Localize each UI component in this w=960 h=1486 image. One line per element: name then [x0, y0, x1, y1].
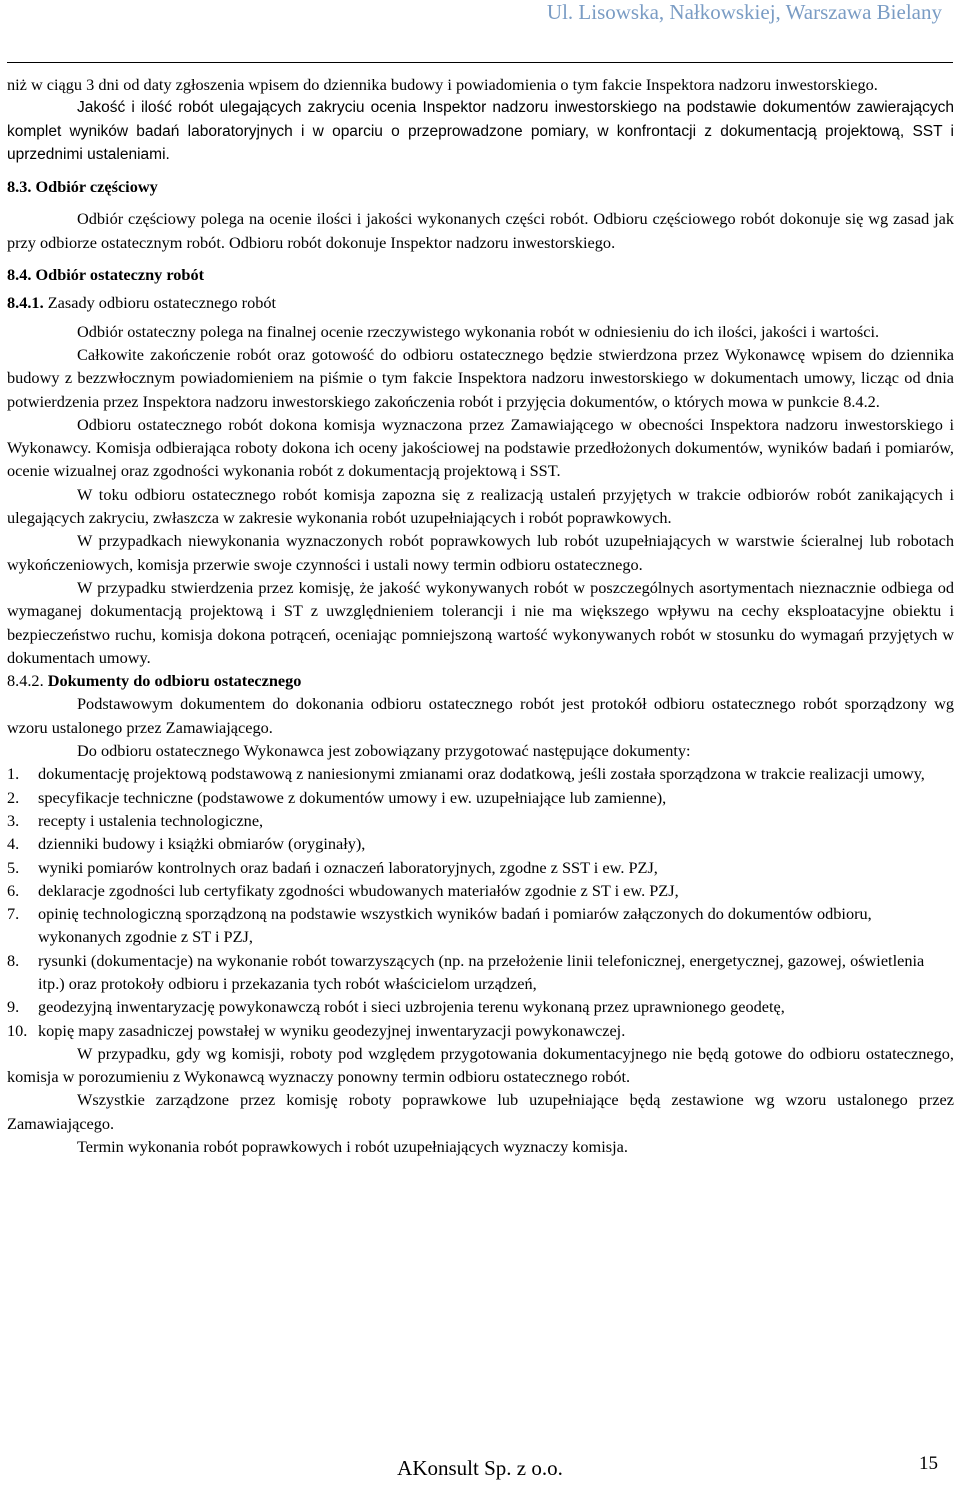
list-item: [7, 902, 954, 949]
page-number: 15: [919, 1453, 938, 1474]
list-item-text: geodezyjną inwentaryzację powykonawczą robót i sieci uzbrojenia terenu wykonaną przez uprawnionego geodetę,: [38, 997, 785, 1017]
list-item-number: 6.: [7, 880, 20, 900]
list-item-number: 2.: [7, 787, 20, 807]
heading-8-3: 8.3. Odbiór częściowy: [7, 177, 158, 197]
list-item-text: deklaracje zgodności lub certyfikaty zgodności wbudowanych materiałów zgodnie z ST i ew. PZJ,: [38, 880, 679, 900]
paragraph-partial-acceptance: Odbiór częściowy polega na ocenie ilości i jakości wykonanych części robót. Odbioru częściowego robót dokonuje się wg zasad jak przy odbiorze ostatecznym robót. Odbioru robót dokonuje Inspektor nadzoru inwestorskiego.: [7, 209, 954, 252]
list-item-text: dokumentację projektową podstawową z naniesionymi zmianami oraz dodatkową, jeśli została sporządzona w trakcie realizacji umowy,: [38, 764, 925, 784]
paragraph-closing-2: Wszystkie zarządzone przez komisję roboty poprawkowe lub uzupełniające będą zestawione wg wzoru ustalonego przez Zamawiającego.: [7, 1090, 954, 1133]
list-item-number: 4.: [7, 834, 20, 854]
paragraph-final-acceptance-5: W przypadkach niewykonania wyznaczonych robót poprawkowych lub robót uzupełniających w warstwie ścieralnej lub robotach wykończeniowych, komisja przerwie swoje czynności i ustali nowy termin odbioru ostatecznego.: [7, 531, 954, 574]
paragraph-quality-covered-works: Jakość i ilość robót ulegających zakryciu ocenia Inspektor nadzoru inwestorskiego na podstawie dokumentów zawierających komplet wyników badań laboratoryjnych i w oparciu o przeprowadzone pomiary, w konfrontacji z dokumentacją projektową, SST i uprzednimi ustaleniami.: [7, 99, 954, 163]
list-item-number: 9.: [7, 997, 20, 1017]
heading-8-4-1-title: Zasady odbioru ostatecznego robót: [47, 293, 277, 313]
heading-8-4-1: [7, 291, 954, 314]
heading-8-4-1-number: 8.4.1.: [7, 293, 44, 313]
paragraph-final-acceptance-2: Całkowite zakończenie robót oraz gotowość do odbioru ostatecznego będzie stwierdzona przez Wykonawcę wpisem do dziennika budowy z bezzwłocznym powiadomieniem na piśmie o tym fakcie Inspektora nadzoru inwestorskiego w dokumentach umowy, licząc od dnia potwierdzenia przez Inspektora nadzoru inwestorskiego zakończenia robót i przyjęcia dokumentów, o których mowa w punkcie 8.4.2.: [7, 344, 954, 411]
list-item-number: 1.: [7, 764, 20, 784]
paragraph-final-acceptance-1: Odbiór ostateczny polega na finalnej ocenie rzeczywistego wykonania robót w odniesieniu do ich ilości, jakości i wartości.: [77, 321, 880, 341]
list-item-text: wyniki pomiarów kontrolnych oraz badań i oznaczeń laboratoryjnych, zgodne z SST i ew. PZJ,: [38, 857, 658, 877]
list-item: [7, 1019, 954, 1042]
paragraph-closing-3: Termin wykonania robót poprawkowych i robót uzupełniających wyznaczy komisja.: [77, 1137, 628, 1157]
footer-company: AKonsult Sp. z o.o.: [397, 1456, 563, 1480]
continued-paragraph: niż w ciągu 3 dni od daty zgłoszenia wpisem do dziennika budowy i powiadomienia o tym fakcie Inspektora nadzoru inwestorskiego.: [7, 75, 878, 94]
document-body: [7, 73, 954, 1158]
list-item-number: 3.: [7, 810, 20, 830]
list-item: [7, 786, 954, 809]
documents-list: [7, 762, 954, 1042]
header-rule: [7, 62, 953, 63]
running-header: Ul. Lisowska, Nałkowskiej, Warszawa Bielany: [546, 0, 942, 24]
paragraph-documents-2: Do odbioru ostatecznego Wykonawca jest zobowiązany przygotować następujące dokumenty:: [77, 741, 691, 761]
paragraph-final-acceptance-3: Odbioru ostatecznego robót dokona komisja wyznaczona przez Zamawiającego w obecności Inspektora nadzoru inwestorskiego i Wykonawcy. Komisja odbierająca roboty dokona ich oceny jakościowej na podstawie przedłożonych dokumentów, wyników badań i pomiarów, ocenie wizualnej oraz zgodności wykonania robót z dokumentacją projektową i SST.: [7, 414, 954, 481]
list-item-text: opinię technologiczną sporządzoną na podstawie wszystkich wyników badań i pomiarów załączonych do dokumentów odbioru, wykonanych zgodnie z ST i PZJ,: [38, 904, 872, 947]
list-item-number: 5.: [7, 857, 20, 877]
paragraph-documents-1: Podstawowym dokumentem do dokonania odbioru ostatecznego robót jest protokół odbioru ostatecznego robót sporządzony wg wzoru ustalonego przez Zamawiającego.: [7, 694, 954, 737]
list-item: [7, 832, 954, 855]
list-item-number: 8.: [7, 950, 20, 970]
list-item-text: kopię mapy zasadniczej powstałej w wyniku geodezyjnej inwentaryzacji powykonawczej.: [38, 1020, 626, 1040]
heading-8-4-2: [7, 669, 954, 692]
heading-8-4-2-title: Dokumenty do odbioru ostatecznego: [47, 671, 302, 691]
list-item-text: rysunki (dokumentacje) na wykonanie robót towarzyszących (np. na przełożenie linii telefonicznej, energetycznej, gazowej, oświetlenia itp.) oraz protokoły odbioru i przekazania tych robót właścicielom urządzeń,: [38, 950, 925, 993]
list-item-text: specyfikacje techniczne (podstawowe z dokumentów umowy i ew. uzupełniające lub zamienne),: [38, 787, 667, 807]
paragraph-final-acceptance-4: W toku odbioru ostatecznego robót komisja zapozna się z realizacją ustaleń przyjętych w trakcie odbiorów robót zanikających i ulegających zakryciu, zwłaszcza w zakresie wykonania robót uzupełniających i robót poprawkowych.: [7, 484, 954, 528]
list-item: [7, 995, 954, 1018]
list-item: [7, 856, 954, 879]
list-item-number: 10.: [7, 1020, 28, 1040]
paragraph-final-acceptance-6: W przypadku stwierdzenia przez komisję, że jakość wykonywanych robót w poszczególnych asortymentach nieznacznie odbiega od wymaganej dokumentacją projektową i ST z uwzględnieniem tolerancji i nie ma większego wpływu na cechy eksploatacyjne obiektu i bezpieczeństwo ruchu, komisja dokona potrąceń, oceniając pomniejszoną wartość wykonywanych robót w stosunku do wymagań przyjętych w dokumentach umowy.: [7, 577, 954, 667]
list-item: [7, 762, 954, 785]
list-item: [7, 809, 954, 832]
list-item: [7, 879, 954, 902]
paragraph-closing-1: W przypadku, gdy wg komisji, roboty pod względem przygotowania dokumentacyjnego nie będą gotowe do odbioru ostatecznego, komisja w porozumieniu z Wykonawcą wyznaczy ponowny termin odbioru ostatecznego robót.: [7, 1043, 954, 1087]
list-item-text: dzienniki budowy i książki obmiarów (oryginały),: [38, 834, 366, 854]
heading-8-4: 8.4. Odbiór ostateczny robót: [7, 265, 205, 285]
list-item: [7, 949, 954, 996]
list-item-number: 7.: [7, 904, 20, 924]
list-item-text: recepty i ustalenia technologiczne,: [38, 810, 264, 830]
heading-8-4-2-number: 8.4.2.: [7, 671, 44, 691]
